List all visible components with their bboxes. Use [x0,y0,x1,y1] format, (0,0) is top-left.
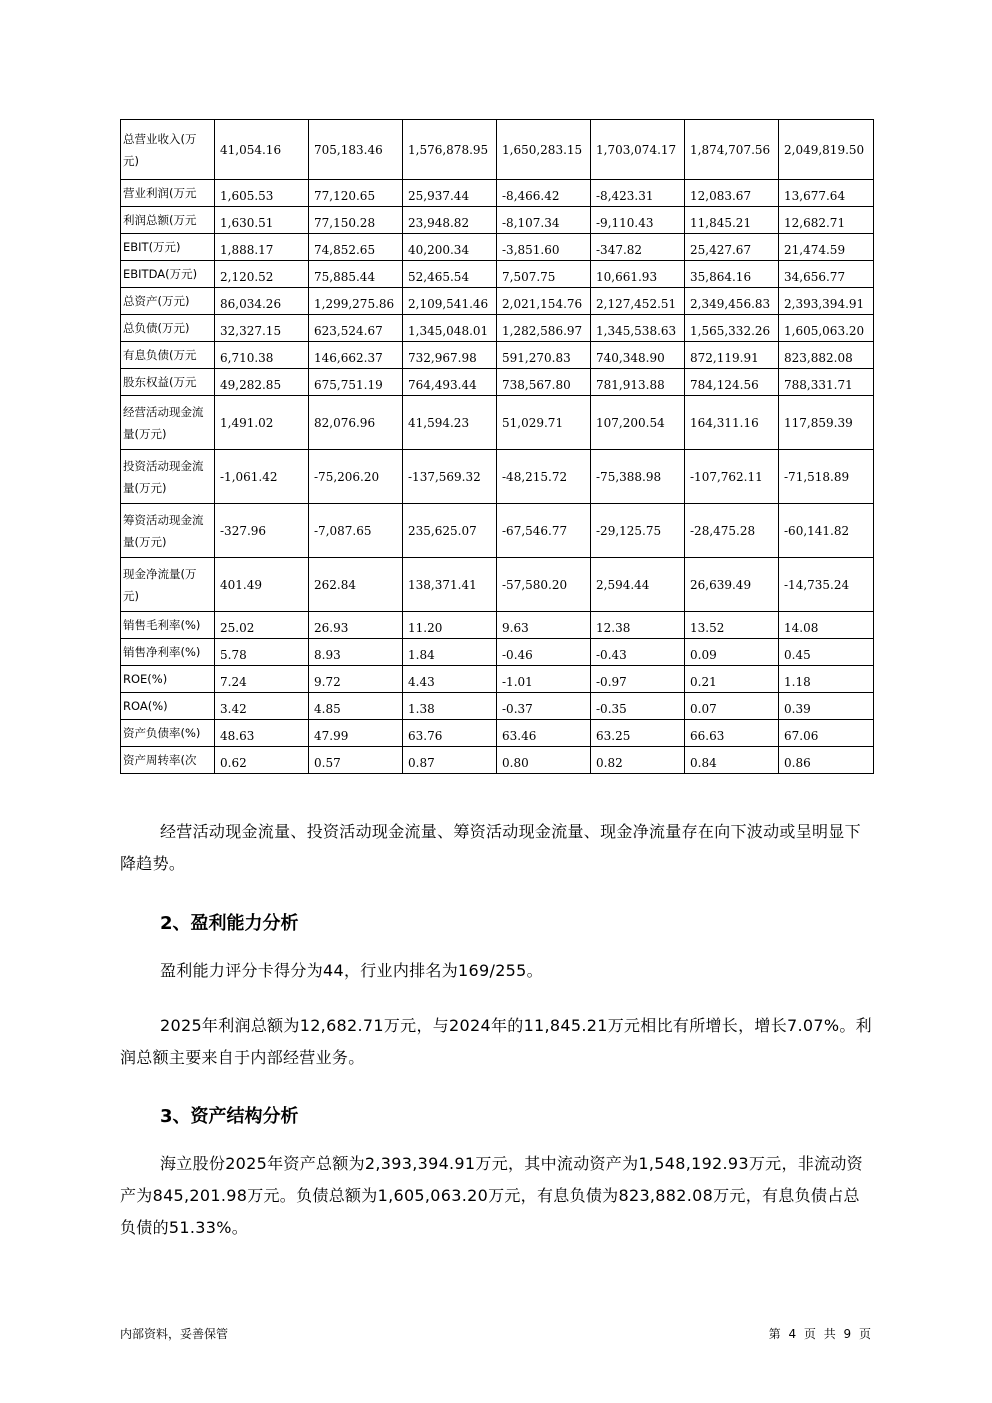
table-row [121,639,874,666]
table-cell: 23,948.82 [403,207,497,234]
table-cell: -8,423.31 [591,180,685,207]
table-cell: -1,061.42 [215,450,309,504]
table-cell: 0.39 [779,693,874,720]
table-cell: 0.86 [779,747,874,774]
section-2-heading: 2、盈利能力分析 [160,913,299,934]
table-cell: 107,200.54 [591,396,685,450]
table-cell: 67.06 [779,720,874,747]
table-cell: 1,299,275.86 [309,288,403,315]
table-cell: 2,120.52 [215,261,309,288]
table-cell: 0.84 [685,747,779,774]
table-cell: 25.02 [215,612,309,639]
table-cell: 0.09 [685,639,779,666]
row-label: EBIT(万元) [121,234,215,261]
table-cell: 66.63 [685,720,779,747]
table-cell: 2,021,154.76 [497,288,591,315]
table-cell: 74,852.65 [309,234,403,261]
table-cell: 7.24 [215,666,309,693]
table-cell: 6,710.38 [215,342,309,369]
table-row [121,720,874,747]
table-row [121,612,874,639]
table-cell: 117,859.39 [779,396,874,450]
table-row [121,180,874,207]
row-label: ROA(%) [121,693,215,720]
table-cell: 732,967.98 [403,342,497,369]
table-cell: 48.63 [215,720,309,747]
row-label: 总营业收入(万元) [121,120,215,180]
table-cell: 1,605,063.20 [779,315,874,342]
table-cell: -14,735.24 [779,558,874,612]
table-cell: -347.82 [591,234,685,261]
table-cell: 0.57 [309,747,403,774]
table-row [121,120,874,180]
row-label: 总负债(万元) [121,315,215,342]
row-label: 投资活动现金流量(万元) [121,450,215,504]
table-cell: 781,913.88 [591,369,685,396]
table-cell: 1,491.02 [215,396,309,450]
row-label: 销售净利率(%) [121,639,215,666]
table-cell: 35,864.16 [685,261,779,288]
table-cell: 63.46 [497,720,591,747]
table-cell: 591,270.83 [497,342,591,369]
table-cell: 1,345,048.01 [403,315,497,342]
table-row [121,450,874,504]
table-cell: 12.38 [591,612,685,639]
table-row [121,666,874,693]
table-cell: 77,120.65 [309,180,403,207]
table-cell: 0.82 [591,747,685,774]
table-cell: 32,327.15 [215,315,309,342]
table-cell: -7,087.65 [309,504,403,558]
section-2-profit-text: 2025年利润总额为12,682.71万元，与2024年的11,845.21万元相比有所增长，增长7.07%。利润总额主要来自于内部经营业务。 [120,1016,872,1067]
row-label: 经营活动现金流量(万元) [121,396,215,450]
table-cell: 784,124.56 [685,369,779,396]
footer-page-number: 第 4 页 共 9 页 [768,1327,871,1341]
section-2-score-text: 盈利能力评分卡得分为44，行业内排名为169/255。 [160,961,543,980]
table-cell: 75,885.44 [309,261,403,288]
table-cell: 1,565,332.26 [685,315,779,342]
table-cell: 9.63 [497,612,591,639]
table-cell: -0.37 [497,693,591,720]
table-cell: -0.43 [591,639,685,666]
table-cell: 4.43 [403,666,497,693]
table-cell: 0.62 [215,747,309,774]
table-cell: 9.72 [309,666,403,693]
table-cell: 11,845.21 [685,207,779,234]
table-cell: 51,029.71 [497,396,591,450]
section-3-text: 海立股份2025年资产总额为2,393,394.91万元，其中流动资产为1,548,192.93万元，非流动资产为845,201.98万元。负债总额为1,605,063.20万元，有息负债为823,882.08万元，有息负债占总负债的51.33%。 [120,1154,863,1237]
table-row [121,558,874,612]
table-cell: 63.76 [403,720,497,747]
table-cell: 21,474.59 [779,234,874,261]
table-cell: 1,650,283.15 [497,120,591,180]
table-cell: 401.49 [215,558,309,612]
table-cell: 40,200.34 [403,234,497,261]
cashflow-note: 经营活动现金流量、投资活动现金流量、筹资活动现金流量、现金净流量存在向下波动或呈明显下降趋势。 [120,822,861,873]
table-cell: 2,127,452.51 [591,288,685,315]
table-cell: 2,109,541.46 [403,288,497,315]
table-cell: 2,349,456.83 [685,288,779,315]
table-cell: 7,507.75 [497,261,591,288]
table-cell: 13,677.64 [779,180,874,207]
table-cell: 10,661.93 [591,261,685,288]
table-cell: 25,427.67 [685,234,779,261]
row-label: 营业利润(万元 [121,180,215,207]
row-label: 现金净流量(万元) [121,558,215,612]
table-cell: -107,762.11 [685,450,779,504]
table-cell: 1,605.53 [215,180,309,207]
row-label: 利润总额(万元 [121,207,215,234]
table-cell: -75,388.98 [591,450,685,504]
table-cell: 1.84 [403,639,497,666]
table-cell: 2,393,394.91 [779,288,874,315]
table-cell: -60,141.82 [779,504,874,558]
table-cell: -9,110.43 [591,207,685,234]
table-cell: 705,183.46 [309,120,403,180]
table-cell: 8.93 [309,639,403,666]
table-cell: 0.45 [779,639,874,666]
table-row [121,504,874,558]
table-cell: 1,576,878.95 [403,120,497,180]
table-cell: 25,937.44 [403,180,497,207]
table-cell: 5.78 [215,639,309,666]
table-cell: 4.85 [309,693,403,720]
row-label: 筹资活动现金流量(万元) [121,504,215,558]
table-cell: 0.87 [403,747,497,774]
table-cell: 0.21 [685,666,779,693]
table-cell: 26,639.49 [685,558,779,612]
table-cell: 1,703,074.17 [591,120,685,180]
table-row [121,207,874,234]
row-label: 资产负债率(%) [121,720,215,747]
table-row [121,396,874,450]
table-cell: -327.96 [215,504,309,558]
table-cell: -8,107.34 [497,207,591,234]
table-cell: 26.93 [309,612,403,639]
table-cell: 34,656.77 [779,261,874,288]
table-cell: 52,465.54 [403,261,497,288]
table-cell: 1,874,707.56 [685,120,779,180]
financial-table-body [121,120,874,774]
table-cell: -0.97 [591,666,685,693]
table-row [121,747,874,774]
table-cell: 146,662.37 [309,342,403,369]
table-cell: 41,054.16 [215,120,309,180]
table-cell: -1.01 [497,666,591,693]
footer-confidential-note: 内部资料，妥善保管 [120,1327,229,1341]
table-cell: 77,150.28 [309,207,403,234]
table-cell: 138,371.41 [403,558,497,612]
table-row [121,288,874,315]
table-cell: 82,076.96 [309,396,403,450]
table-cell: 1,282,586.97 [497,315,591,342]
table-cell: 262.84 [309,558,403,612]
table-row [121,261,874,288]
table-cell: -75,206.20 [309,450,403,504]
table-row [121,693,874,720]
table-cell: 623,524.67 [309,315,403,342]
table-cell: 1,345,538.63 [591,315,685,342]
table-cell: 675,751.19 [309,369,403,396]
table-cell: 86,034.26 [215,288,309,315]
row-label: 总资产(万元) [121,288,215,315]
row-label: 有息负债(万元 [121,342,215,369]
table-cell: 1.18 [779,666,874,693]
financial-data-table [120,119,874,774]
table-cell: 164,311.16 [685,396,779,450]
table-cell: 0.07 [685,693,779,720]
table-cell: 1,630.51 [215,207,309,234]
table-cell: -0.46 [497,639,591,666]
table-cell: 2,594.44 [591,558,685,612]
table-row [121,315,874,342]
table-cell: 823,882.08 [779,342,874,369]
table-cell: 3.42 [215,693,309,720]
table-row [121,234,874,261]
table-cell: -48,215.72 [497,450,591,504]
row-label: 销售毛利率(%) [121,612,215,639]
table-cell: -137,569.32 [403,450,497,504]
table-cell: 235,625.07 [403,504,497,558]
table-row [121,342,874,369]
table-cell: 12,083.67 [685,180,779,207]
table-cell: -67,546.77 [497,504,591,558]
table-cell: 12,682.71 [779,207,874,234]
table-cell: 0.80 [497,747,591,774]
row-label: 股东权益(万元 [121,369,215,396]
table-cell: 11.20 [403,612,497,639]
table-cell: 764,493.44 [403,369,497,396]
table-cell: -57,580.20 [497,558,591,612]
table-cell: -8,466.42 [497,180,591,207]
table-row [121,369,874,396]
table-cell: 738,567.80 [497,369,591,396]
table-cell: -3,851.60 [497,234,591,261]
table-cell: -0.35 [591,693,685,720]
table-cell: 47.99 [309,720,403,747]
row-label: EBITDA(万元) [121,261,215,288]
table-cell: 1.38 [403,693,497,720]
table-cell: 41,594.23 [403,396,497,450]
table-cell: 13.52 [685,612,779,639]
table-cell: 872,119.91 [685,342,779,369]
table-cell: 14.08 [779,612,874,639]
table-cell: 2,049,819.50 [779,120,874,180]
table-cell: -71,518.89 [779,450,874,504]
table-cell: 788,331.71 [779,369,874,396]
table-cell: -29,125.75 [591,504,685,558]
table-cell: -28,475.28 [685,504,779,558]
row-label: ROE(%) [121,666,215,693]
table-cell: 63.25 [591,720,685,747]
row-label: 资产周转率(次 [121,747,215,774]
table-cell: 1,888.17 [215,234,309,261]
table-cell: 49,282.85 [215,369,309,396]
table-cell: 740,348.90 [591,342,685,369]
section-3-heading: 3、资产结构分析 [160,1106,299,1127]
